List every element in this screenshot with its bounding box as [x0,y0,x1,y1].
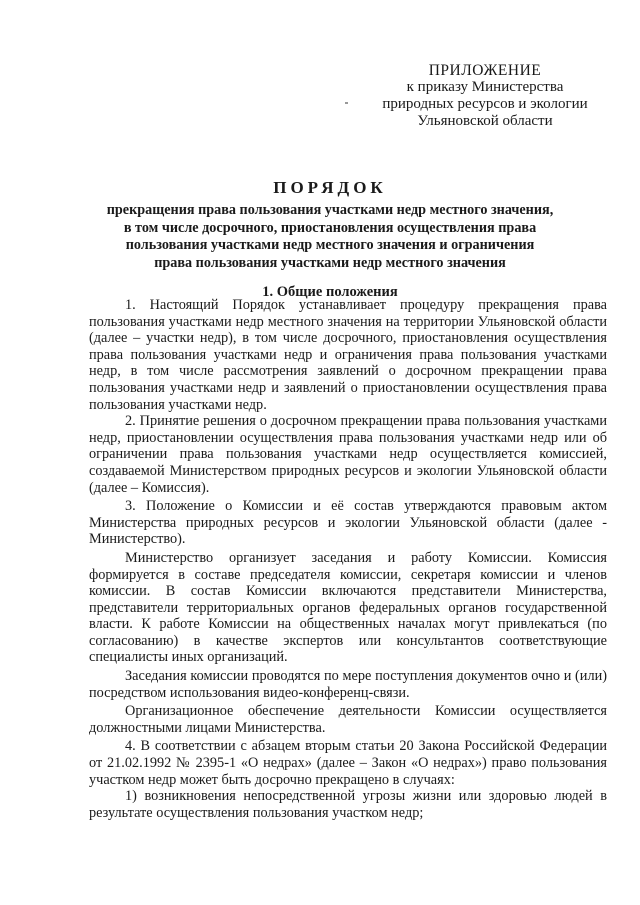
paragraph-2: 2. Принятие решения о досрочном прекращении права пользования участками недр, приостановлении осуществления права пользования участками недр или об ограничении права пользования участками недр осуществляется комиссией, создаваемой Министерством природных ресурсов и экологии Ульяновской области (далее – Комиссия). [89,413,607,496]
paragraph-6: Организационное обеспечение деятельности Комиссии осуществляется должностными лицами Министерства. [89,703,607,736]
appendix-header [380,62,590,130]
title-main: ПОРЯДОК [273,178,387,197]
paragraph-1: 1. Настоящий Порядок устанавливает процедуру прекращения права пользования участками недр местного значения на территории Ульяновской области (далее – участки недр), в том числе досрочного, приостановления осуществления права пользования участками недр и ограничения права пользования участками недр, в том числе рассмотрения заявлений о досрочном прекращении права пользования участками недр и заявлений о приостановлении осуществления права пользования участками недр. [89,297,607,413]
document-title [70,178,590,272]
appendix-line-2: природных ресурсов и экологии [382,96,588,112]
paragraph-8: 1) возникновения непосредственной угрозы жизни или здоровью людей в результате осуществления пользования участком недр; [89,788,607,821]
paragraph-5: Заседания комиссии проводятся по мере поступления документов очно и (или) посредством использования видео-конференц-связи. [89,668,607,701]
paragraph-7: 4. В соответствии с абзацем вторым статьи 20 Закона Российской Федерации от 21.02.1992 № 2395-1 «О недрах» (далее – Закон «О недрах») право пользования участком недр может быть досрочно прекращено в случаях: [89,738,607,788]
appendix-title: ПРИЛОЖЕНИЕ [428,62,542,79]
section-heading: 1. Общие положения [262,284,398,300]
paragraph-3: 3. Положение о Комиссии и её состав утверждаются правовым актом Министерства природных ресурсов и экологии Ульяновской области (далее - Министерство). [89,498,607,548]
scan-speck [345,102,348,104]
paragraph-4: Министерство организует заседания и работу Комиссии. Комиссия формируется в составе председателя комиссии, секретаря комиссии и членов комиссии. В состав Комиссии включаются представители Министерства, представители территориальных органов федеральных органов государственной власти. К работе Комиссии на общественных началах могут привлекаться (по согласованию) в качестве экспертов или консультантов соответствующие специалисты иных организаций. [89,549,607,666]
appendix-line-1: к приказу Министерства [406,79,564,95]
title-line-4: права пользования участками недр местного значения [154,254,506,271]
title-line-3: пользования участками недр местного значения и ограничения [125,237,535,253]
title-line-1: прекращения права пользования участками недр местного значения, [106,202,554,218]
appendix-line-3: Ульяновской области [417,113,553,129]
document-body [89,297,607,821]
title-line-2: в том числе досрочного, приостановления осуществления права [123,219,537,236]
